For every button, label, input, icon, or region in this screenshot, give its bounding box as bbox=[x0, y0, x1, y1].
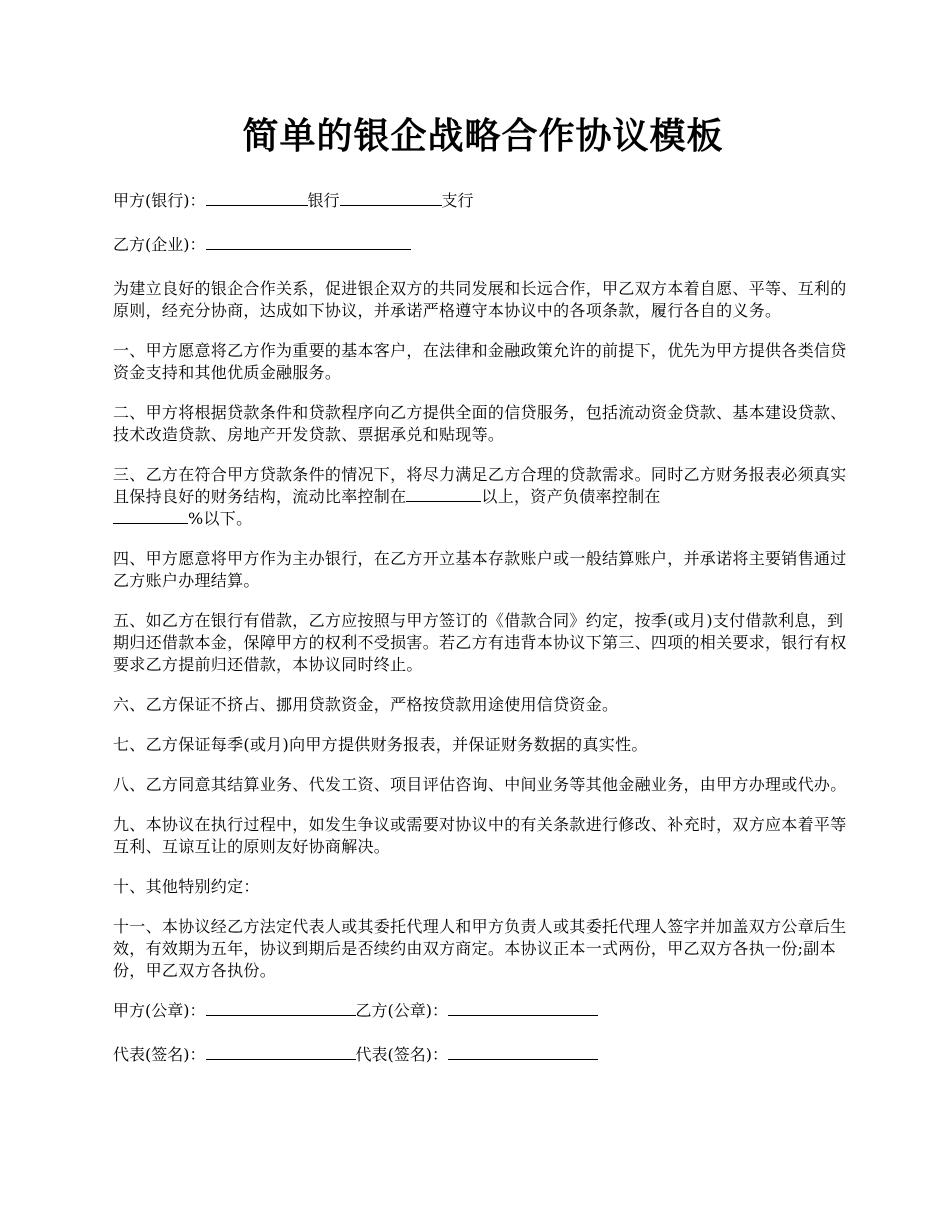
branch-suffix: 支行 bbox=[441, 191, 474, 210]
rep-a-label: 代表(签名)： bbox=[113, 1045, 206, 1064]
clause-7: 七、乙方保证每季(或月)向甲方提供财务报表，并保证财务数据的真实性。 bbox=[113, 735, 648, 754]
clause-8: 八、乙方同意其结算业务、代发工资、项目评估咨询、中间业务等其他金融业务，由甲方办理或代办。 bbox=[113, 775, 847, 794]
company-name-blank bbox=[206, 234, 411, 250]
branch-name-blank bbox=[340, 190, 442, 206]
rep-b-label: 代表(签名)： bbox=[355, 1045, 448, 1064]
seal-line bbox=[113, 1000, 853, 1022]
rep-b-blank bbox=[448, 1044, 598, 1060]
party-b-label: 乙方(企业)： bbox=[113, 235, 206, 254]
clause-4: 四、甲方愿意将甲方作为主办银行，在乙方开立基本存款账户或一般结算账户，并承诺将主要销售通过乙方账户办理结算。 bbox=[113, 549, 847, 590]
document-title: 简单的银企战略合作协议模板 bbox=[242, 115, 724, 157]
document-page bbox=[113, 110, 853, 1088]
representative-line bbox=[113, 1044, 853, 1066]
clause-3-text-3: %以下。 bbox=[188, 509, 253, 528]
clause-1: 一、甲方愿意将乙方作为重要的基本客户，在法律和金融政策允许的前提下，优先为甲方提供各类信贷资金支持和其他优质金融服务。 bbox=[113, 341, 847, 382]
clause-11: 十一、本协议经乙方法定代表人或其委托代理人和甲方负责人或其委托代理人签字并加盖双方公章后生效，有效期为五年，协议到期后是否续约由双方商定。本协议正本一式两份，甲乙双方各执一份;副本份，甲乙双方各执份。 bbox=[113, 917, 847, 980]
intro-paragraph: 为建立良好的银企合作关系，促进银企双方的共同发展和长远合作，甲乙双方本着自愿、平等、互利的原则，经充分协商，达成如下协议，并承诺严格遵守本协议中的各项条款，履行各自的义务。 bbox=[113, 279, 847, 320]
party-a-line bbox=[113, 190, 853, 212]
rep-a-blank bbox=[206, 1044, 356, 1060]
seal-a-label: 甲方(公章)： bbox=[113, 1001, 206, 1020]
bank-name-blank bbox=[206, 190, 308, 206]
clause-3-text-2: 以上，资产负债率控制在 bbox=[481, 487, 661, 506]
current-ratio-blank bbox=[406, 486, 481, 502]
clause-3 bbox=[113, 464, 853, 530]
clause-9: 九、本协议在执行过程中，如发生争议或需要对协议中的有关条款进行修改、补充时，双方应本着平等互利、互谅互让的原则友好协商解决。 bbox=[113, 815, 847, 856]
debt-ratio-blank bbox=[113, 508, 188, 524]
clause-5: 五、如乙方在银行有借款，乙方应按照与甲方签订的《借款合同》约定，按季(或月)支付借款利息，到期归还借款本金，保障甲方的权利不受损害。若乙方有违背本协议下第三、四项的相关要求，银行有权要求乙方提前归还借款，本协议同时终止。 bbox=[113, 611, 847, 674]
clause-2: 二、甲方将根据贷款条件和贷款程序向乙方提供全面的信贷服务，包括流动资金贷款、基本建设贷款、技术改造贷款、房地产开发贷款、票据承兑和贴现等。 bbox=[113, 403, 847, 444]
seal-b-blank bbox=[448, 1000, 598, 1016]
party-a-label: 甲方(银行)： bbox=[113, 191, 206, 210]
party-b-line bbox=[113, 234, 853, 256]
clause-3-text-1: 三、乙方在符合甲方贷款条件的情况下，将尽力满足乙方合理的贷款需求。同时乙方财务报表必须真实且保持良好的财务结构，流动比率控制在 bbox=[113, 465, 847, 506]
bank-suffix: 银行 bbox=[307, 191, 340, 210]
seal-a-blank bbox=[206, 1000, 356, 1016]
clause-6: 六、乙方保证不挤占、挪用贷款资金，严格按贷款用途使用信贷资金。 bbox=[113, 695, 619, 714]
seal-b-label: 乙方(公章)： bbox=[355, 1001, 448, 1020]
clause-10: 十、其他特别约定： bbox=[113, 877, 260, 896]
